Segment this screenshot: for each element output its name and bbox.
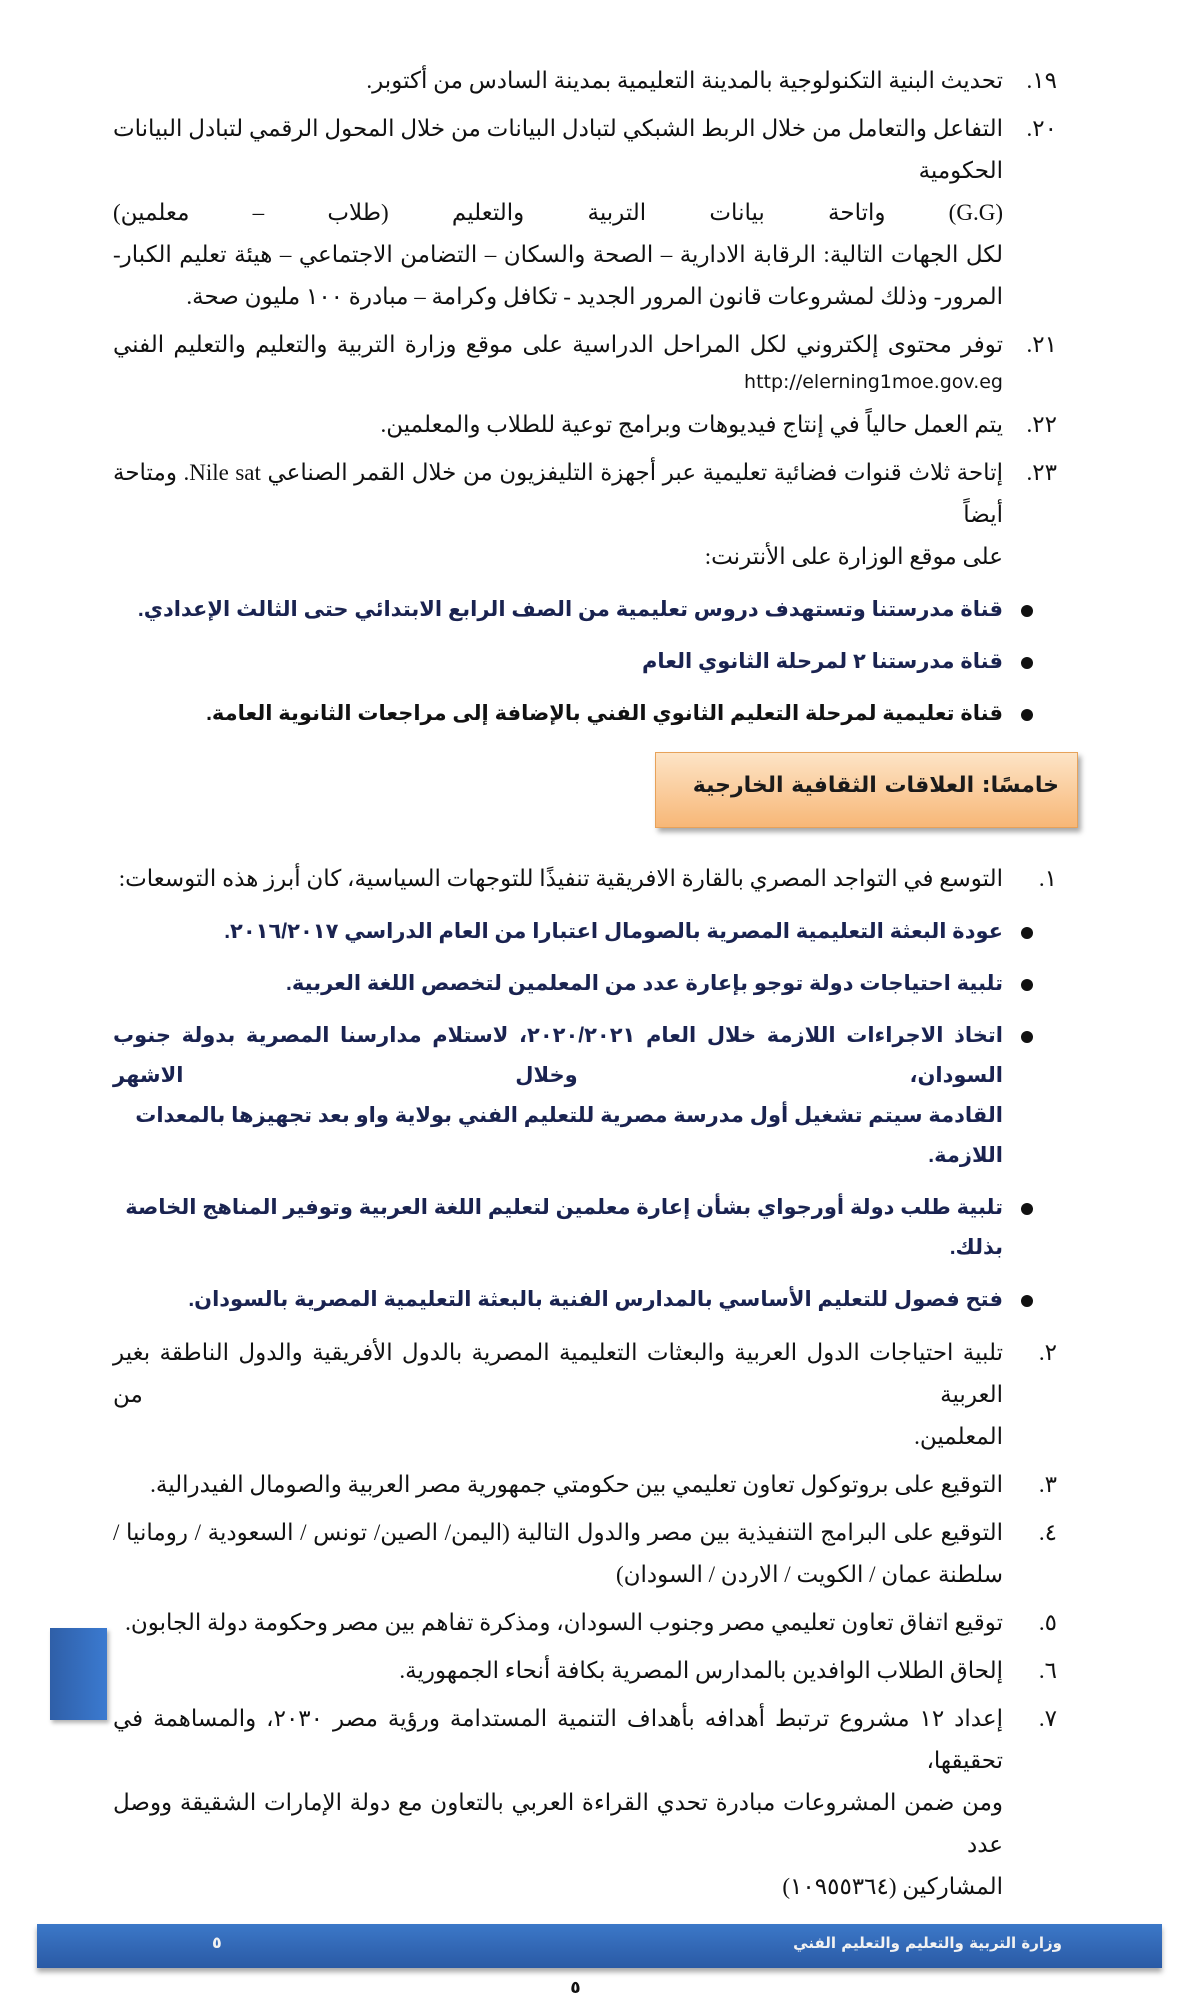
- item-number: ٢١.: [1026, 332, 1057, 357]
- list-item: [113, 324, 1057, 398]
- bullet-icon: [1021, 1031, 1033, 1043]
- list-item: [113, 108, 1057, 318]
- list-item-text: لكل الجهات التالية: الرقابة الادارية – الصحة والسكان – التضامن الاجتماعي – هيئة تعليم الكبار-: [113, 242, 1003, 267]
- decorative-blue-block: [50, 1628, 107, 1720]
- list-item-text: ومن ضمن المشروعات مبادرة تحدي القراءة العربي بالتعاون مع دولة الإمارات الشقيقة ووصل عدد: [113, 1790, 1003, 1857]
- list-item-text: تلبية احتياجات الدول العربية والبعثات التعليمية المصرية بالدول الأفريقية والدول الناطقة بغير العربية من: [113, 1340, 1003, 1407]
- list-item-text: سلطنة عمان / الكويت / الاردن / السودان): [615, 1562, 1003, 1587]
- list-item-text: توقيع اتفاق تعاون تعليمي مصر وجنوب السودان، ومذكرة تفاهم بين مصر وحكومة دولة الجابون.: [125, 1610, 1003, 1635]
- section-heading-box: [655, 752, 1078, 828]
- expansion-text-continued: القادمة سيتم تشغيل أول مدرسة مصرية للتعليم الفني بولاية واو بعد تجهيزها بالمعدات اللازمة.: [135, 1104, 1003, 1167]
- list-item-text: إعداد ١٢ مشروع ترتبط أهدافه بأهداف التنمية المستدامة ورؤية مصر ٢٠٣٠، والمساهمة في تحقيقها،: [113, 1706, 1003, 1773]
- item-number: ٢٣.: [1026, 460, 1057, 485]
- channel-item: [113, 590, 1057, 630]
- item-number: ٢.: [1038, 1340, 1057, 1365]
- expansion-item: [113, 964, 1057, 1004]
- list-item: [113, 1602, 1057, 1644]
- item-number: ١.: [1038, 866, 1057, 891]
- list-item: [113, 858, 1057, 900]
- expansion-text: تلبية احتياجات دولة توجو بإعارة عدد من المعلمين لتخصص اللغة العربية.: [286, 972, 1003, 995]
- list-item-text: إلحاق الطلاب الوافدين بالمدارس المصرية بكافة أنحاء الجمهورية.: [399, 1658, 1003, 1683]
- item-number: ٤.: [1038, 1520, 1057, 1545]
- expansion-item: [113, 912, 1057, 952]
- page-number: ٥: [570, 1978, 581, 1998]
- section-heading-row: [113, 752, 1057, 828]
- item-number: ٢٠.: [1026, 116, 1057, 141]
- list-item-text: إتاحة ثلاث قنوات فضائية تعليمية عبر أجهزة التليفزيون من خلال القمر الصناعي Nile sat. ومتاحة أيضاً: [113, 460, 1003, 527]
- list-item: [113, 1698, 1057, 1908]
- list-item: [113, 1650, 1057, 1692]
- bullet-icon: [1021, 1203, 1033, 1215]
- item-number: ٣.: [1038, 1472, 1057, 1497]
- list-item: [113, 404, 1057, 446]
- list-item-text: المرور- وذلك لمشروعات قانون المرور الجديد - تكافل وكرامة – مبادرة ١٠٠ مليون صحة.: [186, 284, 1003, 309]
- list-item-text: توفر محتوى إلكتروني لكل المراحل الدراسية على موقع وزارة التربية والتعليم والتعليم الفني: [113, 332, 1003, 357]
- list-item-text: التوسع في التواجد المصري بالقارة الافريقية تنفيذًا للتوجهات السياسية، كان أبرز هذه التوسعات:: [118, 866, 1003, 891]
- channel-text: قناة مدرستنا ٢ لمرحلة الثانوي العام: [641, 650, 1003, 673]
- item-number: ٢٢.: [1026, 412, 1057, 437]
- list-item-text: يتم العمل حالياً في إنتاج فيديوهات وبرامج توعية للطلاب والمعلمين.: [380, 412, 1003, 437]
- item-number: ٥.: [1038, 1610, 1057, 1635]
- list-item-text: المشاركين (١٠٩٥٥٣٦٤): [782, 1874, 1003, 1899]
- list-item: [113, 1464, 1057, 1506]
- expansion-text: تلبية طلب دولة أورجواي بشأن إعارة معلمين لتعليم اللغة العربية وتوفير المناهج الخاصة بذلك.: [125, 1196, 1003, 1259]
- item-number: ٦.: [1038, 1658, 1057, 1683]
- expansion-item: [113, 1280, 1057, 1320]
- bullet-icon: [1021, 979, 1033, 991]
- bullet-icon: [1021, 605, 1033, 617]
- bullet-icon: [1021, 709, 1033, 721]
- expansion-text: اتخاذ الاجراءات اللازمة خلال العام ٢٠٢٠/٢٠٢١، لاستلام مدارسنا المصرية بدولة جنوب السودان، وخلال الاشهر: [113, 1024, 1003, 1087]
- footer-organization: وزارة التربية والتعليم والتعليم الفني: [793, 1934, 1062, 1952]
- list-item: [113, 60, 1057, 102]
- channel-text: قناة مدرستنا وتستهدف دروس تعليمية من الصف الرابع الابتدائي حتى الثالث الإعدادي.: [137, 598, 1003, 621]
- list-item-text: (G.G) واتاحة بيانات التربية والتعليم (طلاب – معلمين): [113, 200, 1003, 225]
- list-item-text: التفاعل والتعامل من خلال الربط الشبكي لتبادل البيانات من خلال المحول الرقمي لتبادل البيانات الحكومية: [113, 116, 1003, 183]
- list-item-text: التوقيع على بروتوكول تعاون تعليمي بين حكومتي جمهورية مصر العربية والصومال الفيدرالية.: [150, 1472, 1003, 1497]
- footer-page-number: ٥: [212, 1933, 222, 1952]
- elearning-url-link[interactable]: http://elerning1moe.gov.eg: [744, 371, 1003, 393]
- list-item: [113, 1512, 1057, 1596]
- bullet-icon: [1021, 927, 1033, 939]
- expansion-text: عودة البعثة التعليمية المصرية بالصومال اعتبارا من العام الدراسي ٢٠١٦/٢٠١٧.: [224, 920, 1003, 943]
- channel-item: [113, 694, 1057, 734]
- bullet-icon: [1021, 1295, 1033, 1307]
- item-number: ٧.: [1038, 1706, 1057, 1731]
- channel-text: قناة تعليمية لمرحلة التعليم الثانوي الفني بالإضافة إلى مراجعات الثانوية العامة.: [206, 702, 1003, 725]
- list-item: [113, 1332, 1057, 1458]
- list-item-text: على موقع الوزارة على الأنترنت:: [704, 544, 1003, 569]
- list-item-text: التوقيع على البرامج التنفيذية بين مصر والدول التالية (اليمن/ الصين/ تونس / السعودية / رومانيا /: [113, 1520, 1003, 1545]
- expansion-text: فتح فصول للتعليم الأساسي بالمدارس الفنية بالبعثة التعليمية المصرية بالسودان.: [188, 1288, 1003, 1311]
- bullet-icon: [1021, 657, 1033, 669]
- item-number: ١٩.: [1026, 68, 1057, 93]
- list-item-text: تحديث البنية التكنولوجية بالمدينة التعليمية بمدينة السادس من أكتوبر.: [366, 68, 1003, 93]
- channel-item: [113, 642, 1057, 682]
- section-heading: خامسًا: العلاقات الثقافية الخارجية: [692, 773, 1059, 798]
- expansion-item: [113, 1188, 1057, 1268]
- expansion-item: [113, 1016, 1057, 1176]
- list-item-text: المعلمين.: [914, 1424, 1003, 1449]
- page-footer: [37, 1924, 1162, 1968]
- list-item: [113, 452, 1057, 578]
